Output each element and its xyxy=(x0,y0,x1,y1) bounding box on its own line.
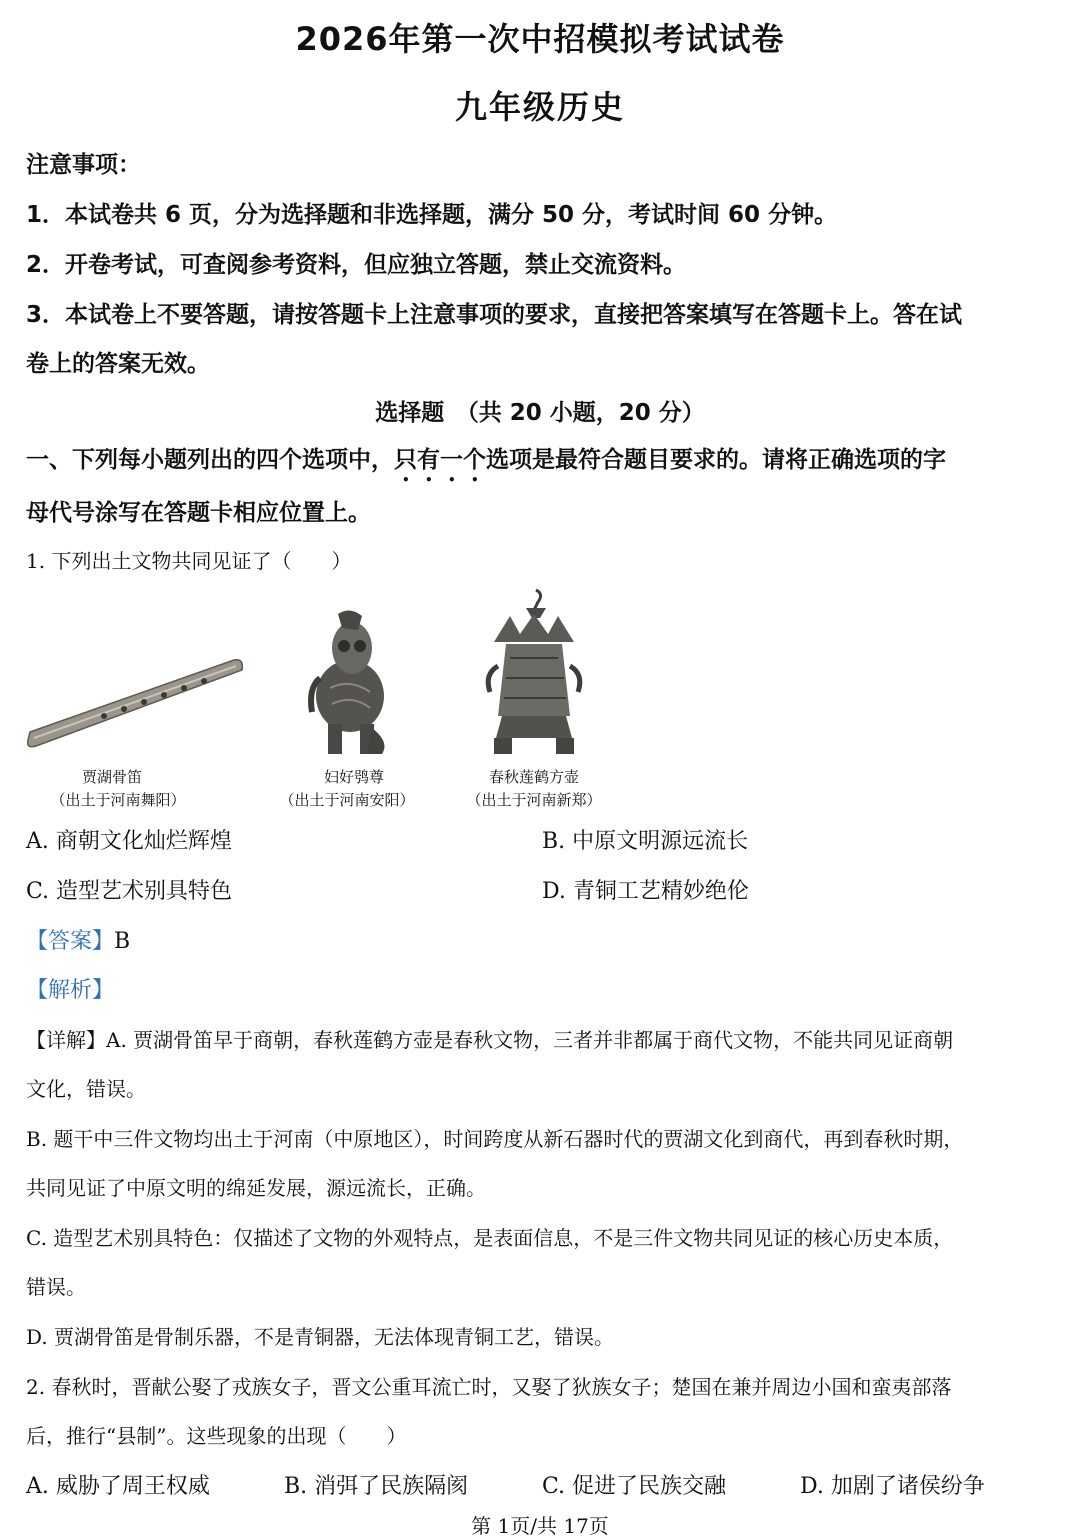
q2-option-a[interactable]: A. 威胁了周王权威 xyxy=(26,1474,210,1499)
q1-detail-line-3: B. 题干中三件文物均出土于河南（中原地区），时间跨度从新石器时代的贾湖文化到商代，再到春秋时期， xyxy=(26,1127,964,1151)
q1-option-c[interactable]: C. 造型艺术别具特色 xyxy=(26,879,233,904)
q1-detail-line-5: C. 造型艺术别具特色：仅描述了文物的外观特点，是表面信息，不是三件文物共同见证的核心历史本质， xyxy=(26,1226,954,1250)
artifact-1-name: 贾湖骨笛 xyxy=(81,768,142,786)
q1-detail-line-1 xyxy=(26,1024,953,1053)
q1-analysis-label: 【解析】 xyxy=(26,978,115,1003)
notice-item-3-cont: 卷上的答案无效。 xyxy=(26,351,210,377)
notice-item-3: 3．本试卷上不要答题，请按答题卡上注意事项的要求，直接把答案填写在答题卡上。答在试 xyxy=(26,302,963,328)
bone-flute-image xyxy=(24,650,246,754)
q2-stem-line-2: 后，推行“县制”。这些现象的出现（ ） xyxy=(26,1424,407,1448)
q1-option-a[interactable]: A. 商朝文化灿烂辉煌 xyxy=(26,829,232,854)
notice-item-2: 2．开卷考试，可查阅参考资料，但应独立答题，禁止交流资料。 xyxy=(26,252,687,278)
q1-option-b[interactable]: B. 中原文明源远流长 xyxy=(542,829,749,854)
q2-option-d[interactable]: D. 加剧了诸侯纷争 xyxy=(800,1474,985,1499)
artifact-2-origin: （出土于河南安阳） xyxy=(279,791,415,809)
artifact-2-name: 妇好鸮尊 xyxy=(323,768,384,786)
section-instruction-line1 xyxy=(26,441,946,487)
detail-text-1: A. 贾湖骨笛早于商朝，春秋莲鹤方壶是春秋文物，三者并非都属于商代文物，不能共同见证商朝 xyxy=(106,1028,954,1052)
lotus-crane-pot-image xyxy=(480,588,588,758)
instruction-emphasis: 只有一个 xyxy=(394,447,486,473)
page-number: 第 1页/共 17页 xyxy=(471,1514,609,1538)
q1-answer xyxy=(26,924,130,955)
notice-heading: 注意事项： xyxy=(26,152,141,178)
artifact-3-origin: （出土于河南新郑） xyxy=(466,791,602,809)
q1-detail-line-4: 共同见证了中原文明的绵延发展，源远流长，正确。 xyxy=(26,1176,486,1200)
artifact-3-name: 春秋莲鹤方壶 xyxy=(488,768,579,786)
instruction-part-b: 选项是最符合题目要求的。请将正确选项的字 xyxy=(486,447,946,473)
artifact-1-origin: （出土于河南舞阳） xyxy=(50,791,186,809)
section-title: 选择题 （共 20 小题，20 分） xyxy=(375,400,705,426)
q2-option-c[interactable]: C. 促进了民族交融 xyxy=(542,1474,727,1499)
exam-subtitle: 九年级历史 xyxy=(454,88,625,126)
q1-stem: 1. 下列出土文物共同见证了（ ） xyxy=(26,549,352,573)
notice-item-1: 1．本试卷共 6 页，分为选择题和非选择题，满分 50 分，考试时间 60 分钟。 xyxy=(26,202,838,228)
detail-label: 【详解】 xyxy=(26,1028,106,1052)
q1-detail-line-7: D. 贾湖骨笛是骨制乐器，不是青铜器，无法体现青铜工艺，错误。 xyxy=(26,1325,615,1349)
answer-value: B xyxy=(114,929,131,954)
answer-label: 【答案】 xyxy=(26,929,115,954)
exam-title: 2026年第一次中招模拟考试试卷 xyxy=(295,20,785,58)
q1-detail-line-2: 文化，错误。 xyxy=(26,1077,146,1101)
instruction-part-a: 一、下列每小题列出的四个选项中， xyxy=(26,447,394,473)
q1-option-d[interactable]: D. 青铜工艺精妙绝伦 xyxy=(542,879,749,904)
owl-zun-image xyxy=(300,608,396,756)
q2-stem-line-1: 2. 春秋时，晋献公娶了戎族女子，晋文公重耳流亡时，又娶了狄族女子；楚国在兼并周边小国和蛮夷部落 xyxy=(26,1375,952,1399)
section-instruction-line2: 母代号涂写在答题卡相应位置上。 xyxy=(26,500,371,526)
q2-option-b[interactable]: B. 消弭了民族隔阂 xyxy=(284,1474,469,1499)
q1-detail-line-6: 错误。 xyxy=(26,1275,86,1299)
